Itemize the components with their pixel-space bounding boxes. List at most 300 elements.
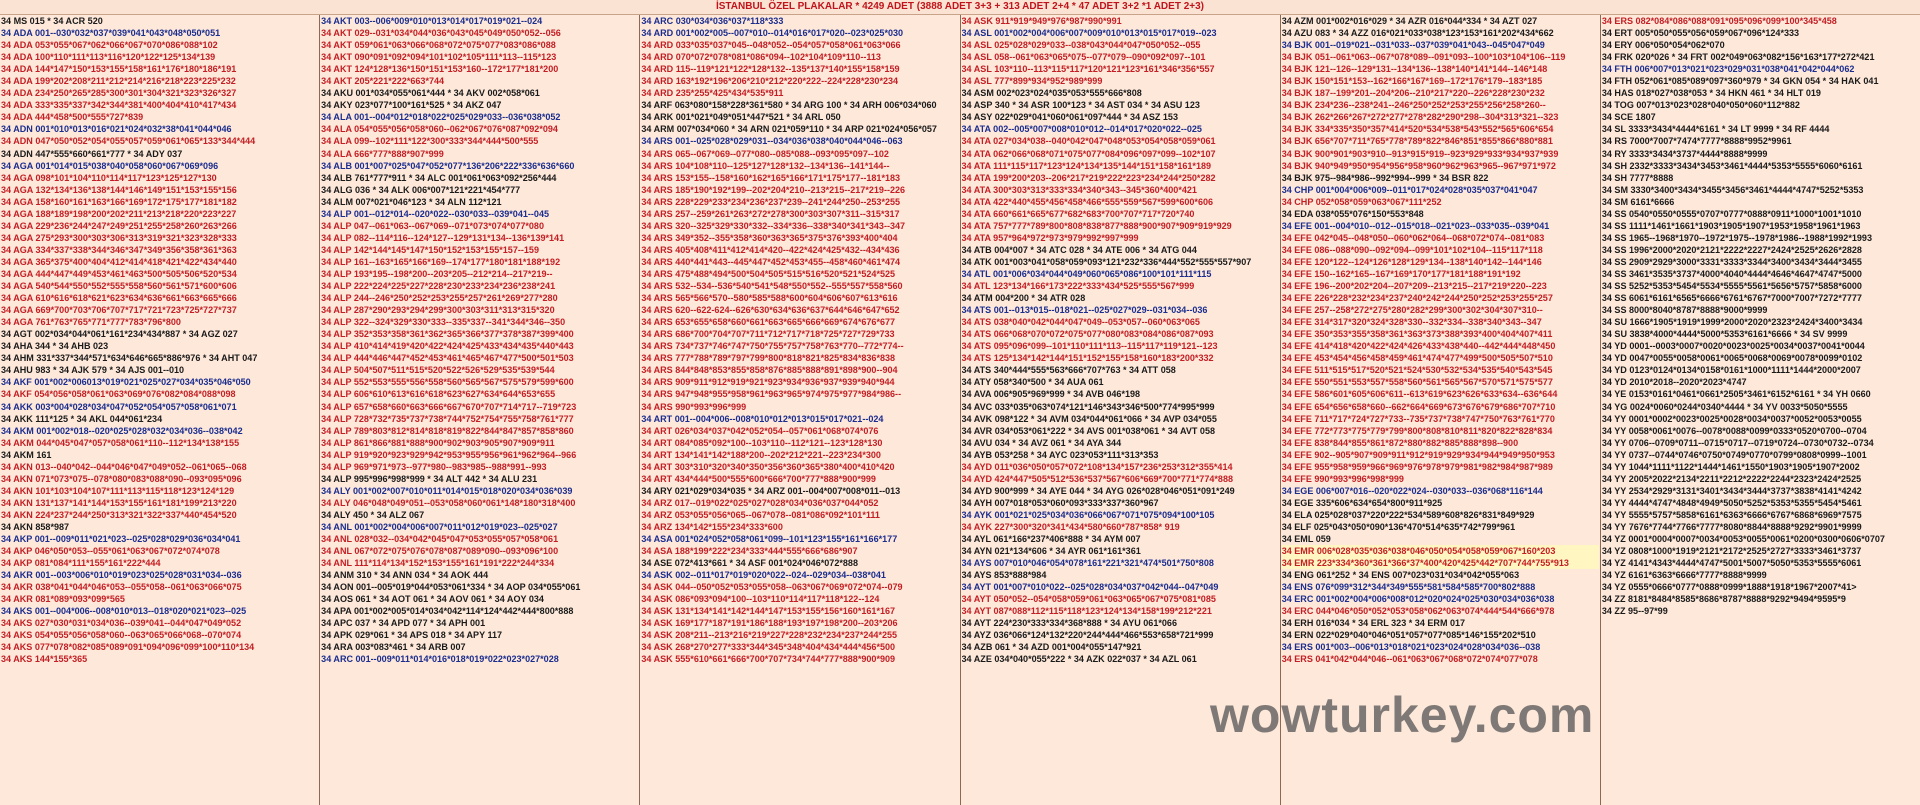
plate-list-line: 34 ANL 001*002*004*006*007*011*012*019*023--025*027 [321, 521, 558, 532]
plate-list-line: 34 AGA 365*375*400*404*412*414*418*421*422*434*440 [1, 256, 237, 267]
plate-list-line: 34 SS 1996*2000*2020*2121*2222*2227*2424*2525*2626*2828 [1601, 244, 1862, 255]
plate-list-line: 34 SS 1965--1968*1970--1972*1975--1978*1986--1988*1992*1993 [1601, 232, 1872, 243]
plate-list-line: 34 ARS 320--325*329*330*332--334*336--338*340*341*343--347 [641, 220, 906, 231]
plate-list-line: 34 AHM 331*337*344*571*634*646*665*886*976 * 34 AHT 047 [1, 353, 258, 364]
plate-list-line: 34 ARS 686*700*704*707*711*712*717*718*725*727*729*733 [641, 329, 895, 340]
plate-list-line: 34 YY 0001*0002*0023*0025*0028*0034*0037*0052*0053*0055 [1601, 413, 1862, 424]
plate-list-line: 34 BJK 234*236--238*241--246*250*252*253*255*256*258*260-- [1281, 100, 1546, 111]
plate-list-line: 34 EFE 772*773*775*779*799*800*808*810*811*820*822*828*834 [1281, 425, 1553, 436]
plate-list-line: 34 BJK 001--019*021--031*033--037*039*041*043--045*047*049 [1281, 40, 1545, 51]
plate-list-line: 34 AGA 158*160*161*163*166*169*172*175*177*181*182 [1, 196, 237, 207]
plate-list-line: 34 AGA 188*189*198*200*202*211*213*218*220*223*227 [1, 208, 237, 219]
plate-list-line: 34 AKK 111*125 * 34 AKL 044*061*234 [1, 413, 163, 424]
plate-list-line: 34 ARS 001--025*028*029*031--034*036*038*040*044*046--063 [641, 136, 903, 147]
plate-list-line: 34 APC 037 * 34 APD 077 * 34 APH 001 [321, 618, 486, 629]
plate-list-line: 34 ASK 911*919*949*976*987*990*991 [961, 16, 1122, 26]
plate-column-4 [961, 15, 1281, 805]
plate-list-line: 34 CHP 052*058*059*063*067*111*252 [1281, 196, 1442, 207]
plate-list-line: 34 ARD 163*192*196*206*210*212*220*222--224*228*230*234 [641, 76, 899, 87]
plate-list-line: 34 EFE 711*717*724*727*733--735*737*738*747*750*763*761*770 [1281, 413, 1555, 424]
plate-list-line: 34 AYT 050*052--054*058*059*061*063*065*067*075*081*085 [961, 594, 1216, 605]
plate-list-line: 34 ATA 660*661*665*677*682*683*700*707*717*720*740 [961, 208, 1195, 219]
plate-list-line: 34 AKM 001*002*018--020*025*028*032*034*036--038*042 [1, 425, 243, 436]
plate-list-line: 34 ANL 028*032--034*042*045*047*053*055*057*058*061 [321, 534, 559, 545]
plate-list-line: 34 SU 1666*1905*1919*1999*2000*2020*2323*2424*3400*3434 [1601, 317, 1863, 328]
plate-list-line: 34 ARZ 134*142*155*234*333*600 [641, 521, 783, 532]
plate-list-line: 34 AGA 540*544*550*552*555*558*560*561*571*600*606 [1, 281, 237, 292]
plate-list-line: 34 AYK 001*021*025*034*036*066*067*071*075*094*100*105 [961, 509, 1215, 520]
plate-list-line: 34 ARD 115--119*121*122*128*132--135*137*140*155*158*159 [641, 64, 900, 75]
plate-list-line: 34 ALP 222*224*225*227*228*230*233*234*236*238*241 [321, 281, 556, 292]
plate-list-line: 34 AKS 054*055*056*058*060--063*065*066*068--070*074 [1, 630, 242, 641]
plate-list-line: 34 ARS 532--534--536*540*541*548*550*552--555*557*558*560 [641, 281, 903, 292]
plate-list-line: 34 ADA 144*147*150*153*155*158*161*176*180*186*191 [1, 64, 237, 75]
plate-list-line: 34 ADA 199*202*208*211*212*214*216*218*223*225*232 [1, 76, 236, 87]
plate-list-line: 34 AVK 098*122 * 34 AVM 034*044*061*066 * 34 AVP 034*055 [961, 413, 1217, 424]
plate-list-line: 34 ENG 061*252 * 34 ENS 007*023*031*034*042*055*063 [1281, 570, 1520, 581]
plate-list-line: 34 BJK 975--984*986--992*994--999 * 34 BSR 822 [1281, 172, 1489, 183]
plate-list-line: 34 ERY 006*050*054*062*070 [1601, 40, 1725, 51]
plate-list-line: 34 MS 015 * 34 ACR 520 [1, 16, 103, 26]
plate-list-line: 34 ERN 022*029*040*046*051*057*077*085*146*155*202*510 [1281, 630, 1536, 641]
plate-list-line: 34 ERS 082*084*086*088*091*095*096*099*100*345*458 [1601, 16, 1837, 26]
plate-list-line: 34 FTH 006*007*013*021*023*029*031*038*041*042*044*062 [1601, 64, 1855, 75]
plate-list-line: 34 ART 001--004*006--008*010*012*013*015*017*021--024 [641, 413, 884, 424]
plate-list-line: 34 AKS 077*078*082*085*089*091*094*096*099*100*110*134 [1, 642, 255, 653]
watermark: wowturkey.com [1210, 687, 1595, 743]
plate-list-line: 34 RY 3333*3434*3737*4444*8888*9999 [1601, 148, 1768, 159]
plate-list-line: 34 YZ 0808*1000*1919*2121*2172*2525*2727*3333*3461*3737 [1601, 546, 1862, 557]
plate-list-line: 34 ALP 657*658*660*663*666*667*670*707*714*717--719*723 [321, 401, 577, 412]
plate-list-line: 34 AYD 011*036*050*057*072*108*134*157*236*253*312*355*414 [961, 461, 1233, 472]
plate-list-line: 34 AKN 013--040*042--044*046*047*049*052--061*065--068 [1, 461, 247, 472]
plate-list-line: 34 ATY 058*340*500 * 34 AUA 061 [961, 377, 1104, 388]
plate-list-line: 34 YD 0123*0124*0134*0158*0161*1000*1111*1444*2000*2007 [1601, 365, 1861, 376]
plate-list-line: 34 BJK 051--061*063--067*078*089--091*093--100*103*104*106--119 [1281, 52, 1566, 63]
plate-list-line: 34 AYT 001*007*010*022--025*028*034*037*042*044--047*049 [961, 582, 1219, 593]
plate-list-line: 34 ALP 082--114*116--124*127--129*131*134--136*139*141 [321, 232, 565, 243]
plate-list-line: 34 EFE 902--905*907*909*911*912*919*929*934*944*949*950*953 [1281, 449, 1555, 460]
plate-list-line: 34 EFE 838*844*855*861*872*880*882*885*888*898--900 [1281, 437, 1519, 448]
plate-list-line: 34 SH 7777*8888 [1601, 172, 1674, 183]
plate-list-line: 34 ASL 001*002*004*006*007*009*010*013*015*017*019--023 [961, 28, 1217, 39]
plate-list-line: 34 AYK 227*300*320*341*434*580*660*787*858* 919 [961, 521, 1180, 532]
plate-list-line: 34 YY 1044*1111*1122*1444*1461*1550*1903*1905*1907*2002 [1601, 461, 1860, 472]
plate-list-line: 34 ATA 027*034*038--040*042*047*048*053*054*058*059*061 [961, 136, 1216, 147]
plate-list-line: 34 ALP 606*610*613*616*618*623*627*634*644*653*655 [321, 389, 556, 400]
plate-list-line: 34 SL 3333*3434*4444*6161 * 34 LT 9999 * 34 RF 4444 [1601, 124, 1830, 135]
plate-list-line: 34 ALA 666*777*888*907*999 [321, 148, 444, 159]
plate-list-line: 34 EFE 453*454*456*458*459*461*474*477*499*500*505*507*510 [1281, 353, 1553, 364]
plate-list-line: 34 AKP 046*050*053--055*061*063*067*072*074*078 [1, 546, 220, 557]
plate-list-line: 34 ASE 072*413*661 * 34 ASF 001*024*046*072*888 [641, 558, 858, 569]
plate-list-line: 34 ARD 001*002*005--007*010--014*016*017*020--023*025*030 [641, 28, 904, 39]
plate-list-line: 34 ARK 001*021*049*051*447*521 * 34 ARL 050 [641, 112, 841, 123]
plate-list-line: 34 ATA 062*066*068*071*075*077*084*096*097*099--102*107 [961, 148, 1216, 159]
plate-list-line: 34 ADA 234*250*265*285*300*301*304*321*323*326*327 [1, 88, 237, 99]
plate-list-line: 34 ARS 653*655*658*660*661*663*665*666*669*674*676*677 [641, 317, 896, 328]
plate-list-line: 34 ARS 734*737*746*747*750*755*757*758*763*770--772*774-- [641, 341, 904, 352]
plate-list-line: 34 ATA 111*115*117*123*124*134*135*144*151*158*161*189 [961, 160, 1212, 171]
plate-list-line: 34 ATA 199*200*203--206*217*219*222*223*234*244*250*282 [961, 172, 1216, 183]
plate-list-line: 34 ATA 300*303*313*333*334*340*343--345*360*400*421 [961, 184, 1197, 195]
plate-list-line: 34 ATA 002--005*007*008*010*012--014*017*020*022--025 [961, 124, 1202, 135]
plate-list-line: 34 ARM 007*034*060 * 34 ARN 021*059*110 * 34 ARP 021*024*056*057 [641, 124, 937, 135]
plate-list-line: 34 AYH 007*018*053*060*093*333*337*360*967 [961, 497, 1159, 508]
plate-list-line: 34 AZU 083 * 34 AZZ 016*021*033*038*123*153*161*202*434*662 [1281, 28, 1554, 39]
plate-list-line: 34 YY 2005*2022*2134*2211*2212*2222*2244*2323*2424*2525 [1601, 473, 1862, 484]
plate-list-line: 34 ERC 044*046*050*052*053*058*062*063*074*444*544*666*978 [1281, 606, 1555, 617]
plate-list-line: 34 AGA 229*236*244*247*249*251*255*258*260*263*266 [1, 220, 237, 231]
plate-list-line: 34 ENS 076*099*312*344*349*555*581*584*585*700*802*888 [1281, 582, 1536, 593]
plate-list-line: 34 ATK 001*003*041*058*059*093*121*232*336*444*552*555*557*907 [961, 256, 1252, 267]
plate-list-line: 34 AKT 205*221*222*663*744 [321, 76, 445, 87]
plate-list-line: 34 ALA 054*055*056*058*060--062*067*076*087*092*094 [321, 124, 558, 135]
plate-list-line: 34 ALP 789*803*812*814*818*819*822*844*847*857*858*860 [321, 425, 574, 436]
plate-list-line: 34 ASP 340 * 34 ASR 100*123 * 34 AST 034 * 34 ASU 123 [961, 100, 1200, 111]
plate-list-line: 34 YD 0047*0055*0058*0061*0065*0068*0069*0078*0099*0102 [1601, 353, 1863, 364]
plate-list-line: 34 ALP 047--061*063--067*069--071*073*074*077*080 [321, 220, 544, 231]
plate-list-line: 34 ARD 033*035*037*045--048*052--054*057*058*061*063*066 [641, 40, 901, 51]
plate-list-line: 34 EFE 350*353*355*358*361*363*373*388*393*400*404*407*411 [1281, 329, 1553, 340]
plate-list-line: 34 ARS 228*229*233*234*236*237*239--241*244*250--253*255 [641, 196, 901, 207]
plate-list-line: 34 ALP 995*996*998*999 * 34 ALT 442 * 34 ALU 231 [321, 473, 538, 484]
plate-list-line: 34 ARS 844*848*853*855*858*876*885*888*891*898*900--904 [641, 365, 898, 376]
plate-list-line: 34 ALP 322--324*329*330*333--335*337--341*344*346--350 [321, 317, 566, 328]
plate-list-line: 34 YE 0153*0161*0461*0661*2505*3461*6152*6161 * 34 YH 0660 [1601, 389, 1871, 400]
plate-list-line: 34 ASY 022*029*041*060*061*097*444 * 34 ASZ 153 [961, 112, 1178, 123]
plate-list-line: 34 AKN 101*103*104*107*111*113*115*118*123*124*129 [1, 485, 235, 496]
plate-list-line: 34 ELF 025*043*050*090*136*470*514*635*742*799*961 [1281, 521, 1516, 532]
plate-list-line: 34 ASK 044--050*052*053*055*058--063*067*069*072*074--079 [641, 582, 903, 593]
plate-list-line: 34 ALP 142*144*145*147*150*152*153*155*157--159 [321, 244, 539, 255]
plate-list-line: 34 AKP 001--009*011*021*023--025*028*029*036*034*041 [1, 534, 241, 545]
plate-list-line: 34 ATS 095*096*099--101*110*111*113--115*117*119*121--123 [961, 341, 1218, 352]
plate-list-line: 34 AGA 669*700*703*706*707*717*721*723*725*727*737 [1, 305, 237, 316]
plate-list-line: 34 ERT 005*050*055*056*059*067*096*124*333 [1601, 28, 1800, 39]
plate-list-line: 34 ALP 969*971*973--977*980--983*985--988*991--993 [321, 461, 547, 472]
plate-list-line: 34 EFE 196--200*202*204--207*209--213*215--217*219*220--223 [1281, 281, 1547, 292]
plate-list-line: 34 ATA 757*777*789*800*808*838*877*888*900*907*909*919*929 [961, 220, 1232, 231]
plate-list-line: 34 ARS 349*352--355*358*360*363*365*375*376*393*400*404 [641, 232, 898, 243]
plate-list-line: 34 AGA 098*101*104*110*114*117*123*125*127*130 [1, 172, 217, 183]
plate-list-line: 34 ASM 002*023*024*035*053*555*666*808 [961, 88, 1142, 99]
plate-list-line: 34 ALP 552*553*555*556*558*560*565*567*575*579*599*600 [321, 377, 574, 388]
plate-list-line: 34 EFE 654*656*658*660--662*664*669*673*676*679*686*707*710 [1281, 401, 1556, 412]
plate-list-line: 34 ELA 025*028*037*220*222*534*589*608*826*831*849*929 [1281, 509, 1535, 520]
plate-list-line: 34 ALP 861*866*881*888*900*902*903*905*907*909*911 [321, 437, 555, 448]
plate-list-line: 34 AKS 027*030*031*034*036--039*041--044*047*049*052 [1, 618, 242, 629]
plate-list-line: 34 EFE 120*122--124*126*128*129*134--138*140*142--144*146 [1281, 256, 1542, 267]
plate-list-line: 34 SS 6061*6161*6565*6666*6761*6767*7000*7007*7272*7777 [1601, 293, 1862, 304]
plate-list-line: 34 YY 0706--0709*0711--0715*0717--0719*0724--0730*0732--0734 [1601, 437, 1874, 448]
plate-list-line: 34 EGE 335*606*634*654*800*911*925 [1281, 497, 1443, 508]
plate-list-line: 34 ARS 565*566*570--580*585*588*600*604*606*607*613*616 [641, 293, 898, 304]
plate-list-line: 34 AOS 061 * 34 AOT 061 * 34 AOV 061 * 34 AOY 034 [321, 594, 544, 605]
plate-list-line: 34 EFE 586*601*605*606*611--613*619*623*626*633*634--636*644 [1281, 389, 1558, 400]
plate-list-line: 34 EMR 223*334*360*361*366*37*400*420*425*442*707*744*755*913 [1282, 557, 1599, 569]
plate-list-line: 34 BJK 656*707*711*765*778*789*822*846*851*855*866*880*881 [1281, 136, 1553, 147]
plate-list-line: 34 SM 3330*3400*3434*3455*3456*3461*4444*4747*5252*5353 [1601, 184, 1864, 195]
plate-list-line: 34 ADN 001*010*013*016*021*024*032*38*041*044*046 [1, 124, 232, 135]
plate-list-line: 34 ADA 100*110*111*113*116*120*122*125*134*139 [1, 52, 216, 63]
plate-list-line: 34 YY 5555*5757*5858*6161*6363*6666*6767*6868*6969*7575 [1601, 509, 1862, 520]
plate-list-line: 34 AZE 034*040*055*222 * 34 AZK 022*037 * 34 AZL 061 [961, 654, 1197, 665]
plate-list-line: 34 TOG 007*013*023*028*040*050*060*112*882 [1601, 100, 1800, 111]
plate-list-line: 34 SH 2332*3333*3434*3453*3461*4444*5353*5555*6060*6161 [1601, 160, 1863, 171]
plate-list-line: 34 CHP 001*004*006*009--011*017*024*028*035*037*041*047 [1281, 184, 1538, 195]
plate-list-line: 34 AKR 038*041*044*046*053--055*058--061*063*066*075 [1, 582, 242, 593]
plate-list-line: 34 ADA 444*458*500*555*727*839 [1, 112, 144, 123]
plate-list-line: 34 ASL 025*028*029*033--038*043*044*047*050*052--055 [961, 40, 1201, 51]
plate-list-line: 34 ARC 030*034*036*037*118*333 [641, 16, 784, 26]
plate-list-line: 34 ALA 001--004*012*018*022*025*029*033--036*038*052 [321, 112, 561, 123]
plate-list-line: 34 ARS 153*155--158*160*162*165*166*171*175*177--181*183 [641, 172, 901, 183]
plate-list-line: 34 BJK 187--199*201--204*206--210*217*220--226*228*230*232 [1281, 88, 1545, 99]
plate-list-line: 34 YZ 4141*4343*4444*4747*5001*5007*5050*5353*5555*6061 [1601, 558, 1862, 569]
plate-list-line: 34 ERS 001*003--006*013*018*021*023*024*028*034*036--038 [1281, 642, 1541, 653]
plate-list-line: 34 ARD 070*072*078*081*086*094--102*104*109*110--113 [641, 52, 881, 63]
plate-list-line: 34 FTH 052*061*085*089*097*360*979 * 34 GKN 054 * 34 HAK 041 [1601, 76, 1879, 87]
plate-list-line: 34 AKN 071*073*075--078*080*083*088*090--093*095*096 [1, 473, 242, 484]
plate-list-line: 34 AKT 124*128*136*150*151*153*160--172*177*181*200 [321, 64, 559, 75]
plate-list-line: 34 ARS 475*488*494*500*504*505*515*516*520*521*524*525 [641, 268, 896, 279]
plate-list-line: 34 BJK 121--126--129*131--134*136--138*140*141*144--146*148 [1281, 64, 1548, 75]
plate-list-line: 34 YZ 0555*0666*0777*0888*0999*1888*1918*1967*2007*41> [1601, 582, 1857, 593]
plate-list-line: 34 EFE 955*958*959*966*969*976*978*979*981*982*984*987*989 [1281, 461, 1553, 472]
plate-list-line: 34 ASK 169*177*187*191*186*188*193*197*198*200--203*206 [641, 618, 898, 629]
plate-list-line: 34 ASA 001*024*052*058*061*099--101*123*155*161*166*177 [641, 534, 898, 545]
plate-list-line: 34 ALP 287*290*293*294*299*300*303*311*313*315*320 [321, 305, 555, 316]
plate-list-line: 34 ALP 161--163*165*166*169--174*177*180*181*188*192 [321, 256, 561, 267]
plate-list-line: 34 YZ 0001*0004*0007*0034*0053*0055*0061*0200*0300*0606*0707 [1601, 534, 1885, 545]
plate-list-line: 34 ADA 333*335*337*342*344*381*400*404*410*417*434 [1, 100, 237, 111]
plate-list-line: 34 EFE 226*228*232*234*237*240*242*244*250*252*253*255*257 [1281, 293, 1553, 304]
plate-list-line: 34 ERH 016*034 * 34 ERL 323 * 34 ERM 017 [1281, 618, 1466, 629]
plate-column-6 [1601, 15, 1920, 805]
plate-list-line: 34 ALP 919*920*923*929*942*953*955*956*961*962*964--966 [321, 449, 577, 460]
plate-list-line: 34 ZZ 8181*8484*8585*8686*8787*8888*9292*9494*9595*9 [1601, 594, 1846, 605]
plate-list-line: 34 ATL 123*134*166*173*222*333*434*525*555*567*999 [961, 281, 1195, 292]
plate-list-line: 34 ARS 185*190*192*199--202*204*210--213*215--217*219--226 [641, 184, 906, 195]
plate-list-line: 34 SM 6161*6666 [1601, 196, 1675, 207]
plate-list-line: 34 ASL 777*899*934*952*989*999 [961, 76, 1103, 87]
plate-list-line: 34 AGA 761*763*765*771*777*783*796*800 [1, 317, 181, 328]
plate-list-line: 34 ALA 099--102*111*122*300*333*344*444*500*555 [321, 136, 539, 147]
plate-column-3 [640, 15, 960, 805]
plate-list-line: 34 YY 2534*2929*3131*3401*3434*3444*3737*3838*4141*4242 [1601, 485, 1862, 496]
plate-list-line: 34 AHA 344 * 34 AHB 023 [1, 341, 109, 352]
plate-list-line: 34 ANL 111*114*134*152*153*155*161*191*222*244*334 [321, 558, 555, 569]
plate-list-line: 34 AKF 054*056*058*061*063*069*076*082*084*088*098 [1, 389, 236, 400]
plate-list-line: 34 ART 434*444*500*555*600*666*700*777*888*900*999 [641, 473, 876, 484]
plate-list-line: 34 AKR 081*089*093*099*565 [1, 594, 125, 605]
plate-list-line: 34 ALB 001*007*025*047*052*077*136*206*222*336*636*660 [321, 160, 575, 171]
plate-list-line: 34 SS 8000*8040*8787*8888*9000*9999 [1601, 305, 1768, 316]
plate-list-line: 34 AKM 161 [1, 449, 52, 460]
plate-list-line: 34 ARY 021*029*034*035 * 34 ARZ 001--004*007*008*011--013 [641, 485, 901, 496]
plate-list-line: 34 ATS 066*068*070*072*075*077*080*083*084*086*087*093 [961, 329, 1214, 340]
plate-list-line: 34 EFE 086--088*090--092*094--099*101*102*104--115*117*118 [1281, 244, 1543, 255]
plate-list-line: 34 ATA 957*964*972*973*979*992*997*999 [961, 232, 1139, 243]
plate-list-line: 34 EFE 414*418*420*422*424*426*433*438*440--442*444*448*450 [1281, 341, 1556, 352]
plate-list-line: 34 ALP 504*507*511*515*520*522*526*529*535*539*544 [321, 365, 555, 376]
plate-list-line: 34 AON 001--005*019*044*053*061*334 * 34 AOP 034*055*061 [321, 582, 581, 593]
plate-list-line: 34 BJK 334*335*350*357*414*520*534*538*543*552*565*606*654 [1281, 124, 1554, 135]
plate-list-line: 34 BJK 940*949*950*954*956*958*960*962*963*965--967*971*972 [1281, 160, 1556, 171]
plate-list-line: 34 YZ 6161*6363*6666*7777*8888*9999 [1601, 570, 1767, 581]
plate-list-line: 34 YY 4444*4747*4848*4949*5050*5252*5353*5355*5454*5461 [1601, 497, 1862, 508]
plate-list-line: 34 AYT 087*088*112*115*118*123*124*134*158*199*212*221 [961, 606, 1212, 617]
plate-list-line: 34 ALY 450 * 34 ALZ 067 [321, 509, 425, 520]
plate-list-line: 34 ATS 340*444*555*563*666*707*763 * 34 ATT 058 [961, 365, 1176, 376]
plate-list-line: 34 ASK 002--011*017*019*020*022--024--029*034--038*041 [641, 570, 886, 581]
plate-list-line: 34 EML 059 [1281, 534, 1331, 545]
plate-list-line: 34 YY 7676*7744*7766*7777*8080*8844*8888*9292*9901*9999 [1601, 521, 1862, 532]
plate-list-line: 34 AKT 059*061*063*066*068*072*075*077*083*086*088 [321, 40, 556, 51]
plate-list-line: 34 EFE 042*045--048*050--060*062*064--068*072*074--081*083 [1281, 232, 1545, 243]
plate-list-line: 34 AVR 034*053*061*222 * 34 AVS 001*038*061 * 34 AVT 058 [961, 425, 1216, 436]
plate-list-line: 34 ALG 036 * 34 ALK 006*007*121*221*454*777 [321, 184, 521, 195]
plate-list-line: 34 ATS 038*040*042*044*047*049--053*057--060*063*065 [961, 317, 1200, 328]
plate-list-line: 34 AKT 029--031*034*044*036*043*045*049*050*052--056 [321, 28, 561, 39]
plate-list-line: 34 AKF 001*002*006013*019*021*025*027*034*035*046*050 [1, 377, 251, 388]
plate-list-line: 34 BJK 900*901*903*910--913*915*919--923*929*933*934*937*939 [1281, 148, 1559, 159]
plate-list-line: 34 ARS 990*993*996*999 [641, 401, 747, 412]
plate-list-line: 34 APK 029*061 * 34 APS 018 * 34 APY 117 [321, 630, 503, 641]
plate-column-2 [320, 15, 640, 805]
plate-list-line: 34 ALY 001*002*007*010*011*014*015*018*020*034*036*039 [321, 485, 573, 496]
plate-list-line: 34 ARS 777*788*789*797*799*800*818*821*825*834*836*838 [641, 353, 896, 364]
plate-list-line: 34 EFE 550*551*553*557*558*560*561*565*567*570*571*575*577 [1281, 377, 1553, 388]
plate-list-line: 34 ADA 001--030*032*037*039*041*043*048*050*051 [1, 28, 221, 39]
plate-list-line: 34 ARS 947*948*955*958*961*963*965*974*975*977*984*986-- [641, 389, 902, 400]
plate-list-line: 34 ALM 007*021*046*123 * 34 ALN 112*121 [321, 196, 502, 207]
plate-list-line: 34 EFE 314*317*320*324*328*330--332*334--338*340*343--347 [1281, 317, 1542, 328]
plate-list-line: 34 ALP 001--012*014--020*022--030*033--039*041--045 [321, 208, 550, 219]
plate-list-line: 34 ARZ 017--019*022*025*027*028*034*036*037*044*052 [641, 497, 879, 508]
plate-list-line: 34 ARF 063*080*158*228*361*580 * 34 ARG 100 * 34 ARH 006*034*060 [641, 100, 937, 111]
plate-list-line: 34 AKN 224*237*244*250*313*321*322*337*440*454*520 [1, 509, 237, 520]
plate-list-line: 34 ALP 244--246*250*252*253*255*257*261*269*277*280 [321, 293, 558, 304]
plate-list-line: 34 ASL 058--061*063*065*075--077*079--090*092*097--101 [961, 52, 1206, 63]
plate-list-line: 34 ARZ 053*055*056*065--067*078--081*086*092*101*111 [641, 509, 880, 520]
plate-list-line: 34 ARS 440*441*443--445*447*452*453*455--458*460*461*474 [641, 256, 901, 267]
plate-list-line: 34 SS 2909*2929*3000*3331*3333*3344*3400*3434*3444*3455 [1601, 256, 1862, 267]
plate-list-line: 34 ARD 235*255*425*434*535*911 [641, 88, 784, 99]
plate-list-line: 34 EGE 006*007*016--020*022*024--030*033--036*068*116*144 [1281, 485, 1543, 496]
plate-list-line: 34 ATB 004*007 * 34 ATC 028 * 34 ATE 006 * 34 ATG 044 [961, 244, 1197, 255]
plate-list-line: 34 ATA 422*440*455*456*458*466*555*559*567*599*600*606 [961, 196, 1214, 207]
plate-list-line: 34 ASK 268*270*277*333*344*345*348*404*434*444*456*500 [641, 642, 896, 653]
plate-list-line: 34 YD 0001--0003*0007*0020*0023*0025*0034*0037*0041*0044 [1601, 341, 1865, 352]
plate-list-line: 34 FRK 020*026 * 34 FRT 002*049*063*082*156*163*177*272*421 [1601, 52, 1875, 63]
plate-list-line: 34 AYS 007*010*046*054*078*161*221*321*474*501*750*808 [961, 558, 1214, 569]
plate-list-line: 34 ART 303*310*320*340*350*356*360*365*380*400*410*420 [641, 461, 895, 472]
page-title: İSTANBUL ÖZEL PLAKALAR * 4249 ADET (3888 ADET 3+3 + 313 ADET 2+4 * 47 ADET 3+2 *1 ADET 2+3) [0, 0, 1920, 15]
plate-list-line: 34 SU 3838*4000*4444*5000*5353*6161*6666 * 34 SV 9999 [1601, 329, 1848, 340]
plate-list-line: 34 EFE 511*515*517*520*521*524*530*532*534*535*540*543*545 [1281, 365, 1553, 376]
plate-list-line: 34 AYS 853*888*984 [961, 570, 1047, 581]
plate-list-line: 34 ALP 352*353*358*361*362*365*366*377*378*387*399*400 [321, 329, 574, 340]
plate-list-line: 34 APA 001*002*005*014*034*042*114*124*442*444*800*888 [321, 606, 574, 617]
plate-list-line: 34 SS 1111*1461*1661*1903*1905*1907*1953*1958*1961*1963 [1601, 220, 1861, 231]
plate-list-line: 34 BJK 150*151*153--162*166*167*169--172*176*179--183*185 [1281, 76, 1543, 87]
plate-list-line: 34 AZB 061 * 34 AZD 001*004*055*147*921 [961, 642, 1142, 653]
plate-list-line: 34 AKP 081*084*111*155*161*222*444 [1, 558, 161, 569]
plate-list-line: 34 AKS 001--004*006--008*010*013--018*020*021*023--025 [1, 606, 247, 617]
plate-list-line: 34 YY 0058*0061*0076--0078*0088*0099*0333*0520*0700--0704 [1601, 425, 1867, 436]
plate-list-line: 34 AYD 424*447*505*512*536*537*567*606*669*700*771*774*888 [961, 473, 1234, 484]
plate-list-columns [0, 15, 1920, 805]
plate-list-line: 34 ZZ 95--97*99 [1601, 606, 1668, 617]
plate-list-line: 34 ATL 001*006*034*044*049*060*065*086*100*101*111*115 [961, 268, 1212, 279]
plate-list-line: 34 ART 084*085*092*100--103*110--112*121--123*128*130 [641, 437, 883, 448]
plate-list-line: 34 AKN 131*137*141*144*153*155*161*181*199*213*220 [1, 497, 237, 508]
plate-list-line: 34 AKN 858*987 [1, 521, 70, 532]
plate-list-line: 34 ASK 208*211--213*216*219*227*228*232*234*237*244*255 [641, 630, 898, 641]
plate-list-line: 34 AKR 001--003*006*010*019*023*025*028*031*034--036 [1, 570, 242, 581]
plate-list-line: 34 HAS 018*027*038*053 * 34 HKN 461 * 34 HLT 019 [1601, 88, 1821, 99]
plate-list-line: 34 ATM 004*200 * 34 ATR 028 [961, 293, 1086, 304]
plate-list-line: 34 SCE 1807 [1601, 112, 1656, 123]
plate-list-line: 34 YY 0737--0744*0746*0750*0749*0770*0799*0808*0999--1001 [1601, 449, 1867, 460]
plate-list-line: 34 RS 7000*7007*7474*7777*8888*9952*9961 [1601, 136, 1792, 147]
plate-list-line: 34 AGA 001*014*015*038*040*058*060*067*069*096 [1, 160, 219, 171]
plate-list-line: 34 ALP 193*195--198*200--203*205--212*214--217*219-- [321, 268, 553, 279]
plate-list-line: 34 ERC 001*002*004*006*008*012*020*024*025*030*034*036*038 [1281, 594, 1555, 605]
plate-list-line: 34 AVC 033*035*063*074*121*146*343*346*500*774*995*999 [961, 401, 1215, 412]
plate-list-line: 34 ALP 444*446*447*452*453*461*465*467*477*500*501*503 [321, 353, 574, 364]
plate-list-line: 34 ARC 001--009*011*014*016*018*019*022*023*027*028 [321, 654, 559, 665]
plate-list-line: 34 ARS 620--622-624--626*630*634*636*637*644*646*647*652 [641, 305, 900, 316]
plate-list-line: 34 AYB 053*258 * 34 AYC 023*053*111*313*353 [961, 449, 1159, 460]
plate-list-line: 34 YG 0024*0060*0244*0340*4444 * 34 YV 0033*5050*5555 [1601, 401, 1848, 412]
plate-list-line: 34 ARS 104*108*110--125*127*128*132--134*136--141*144-- [641, 160, 890, 171]
plate-list-line: 34 EFE 990*993*996*998*999 [1281, 473, 1404, 484]
plate-list-line: 34 AKK 003*004*028*034*047*052*054*057*058*061*071 [1, 401, 237, 412]
plate-list-line: 34 ERS 041*042*044*046--061*063*067*068*072*074*077*078 [1281, 654, 1538, 665]
plate-list-line: 34 ARS 909*911*912*919*921*923*934*936*937*939*940*944 [641, 377, 895, 388]
plate-list-line: 34 AGA 275*293*300*303*306*313*319*321*323*328*333 [1, 232, 237, 243]
plate-list-line: 34 ART 134*141*142*188*200--202*212*221--223*234*300 [641, 449, 881, 460]
plate-list-line: 34 ASK 555*610*661*666*700*707*734*744*777*888*900*909 [641, 654, 896, 665]
plate-list-line: 34 AVA 006*905*969*999 * 34 AVB 046*198 [961, 389, 1141, 400]
plate-list-line: 34 ATS 125*134*142*144*151*152*155*158*160*183*200*332 [961, 353, 1214, 364]
plate-list-line: 34 ART 026*034*037*042*052*054--057*061*068*074*076 [641, 425, 879, 436]
plate-list-line: 34 AYT 224*230*333*334*368*888 * 34 AYU 061*066 [961, 618, 1177, 629]
plate-list-line: 34 AKT 090*091*092*094*101*102*105*111*113--115*123 [321, 52, 557, 63]
plate-list-line: 34 AYD 900*999 * 34 AYE 044 * 34 AYG 026*028*046*051*091*249 [961, 485, 1235, 496]
plate-list-line: 34 SS 3461*3535*3737*4000*4040*4444*4646*4647*4747*5000 [1601, 268, 1862, 279]
plate-list-line: 34 AKM 044*045*047*057*058*061*110--112*134*138*155 [1, 437, 240, 448]
plate-list-line: 34 AGT 002*034*044*061*161*234*434*887 * 34 AGZ 027 [1, 329, 238, 340]
plate-list-line: 34 AKS 144*155*365 [1, 654, 88, 665]
plate-column-5 [1281, 15, 1601, 805]
plate-list-line: 34 AYN 021*134*606 * 34 AYR 061*161*361 [961, 546, 1141, 557]
plate-list-line: 34 AKT 003--006*009*010*013*014*017*019*021--024 [321, 16, 543, 26]
plate-list-line: 34 AKY 023*077*100*161*525 * 34 AKZ 047 [321, 100, 502, 111]
plate-list-line: 34 SS 0540*0550*0555*0707*0777*0888*0911*1000*1001*1010 [1601, 208, 1862, 219]
plate-column-1 [0, 15, 320, 805]
plate-list-line: 34 SS 5252*5353*5454*5534*5555*5561*5656*5757*5858*6000 [1601, 281, 1862, 292]
plate-list-line: 34 ARA 003*083*461 * 34 ARB 007 [321, 642, 466, 653]
plate-list-line: 34 EFE 257--258*272*275*280*282*299*300*302*304*307*310-- [1281, 305, 1543, 316]
plate-list-line: 34 ARS 065--067*069--077*080--085*088--093*095*097--102 [641, 148, 889, 159]
plate-list-line: 34 ASK 131*134*141*142*144*147*153*155*156*160*161*167 [641, 606, 896, 617]
plate-list-line: 34 ALP 410*414*419*420*422*424*425*433*434*435*440*443 [321, 341, 574, 352]
plate-list-line: 34 AYZ 036*066*124*132*220*244*444*466*553*658*721*999 [961, 630, 1214, 641]
